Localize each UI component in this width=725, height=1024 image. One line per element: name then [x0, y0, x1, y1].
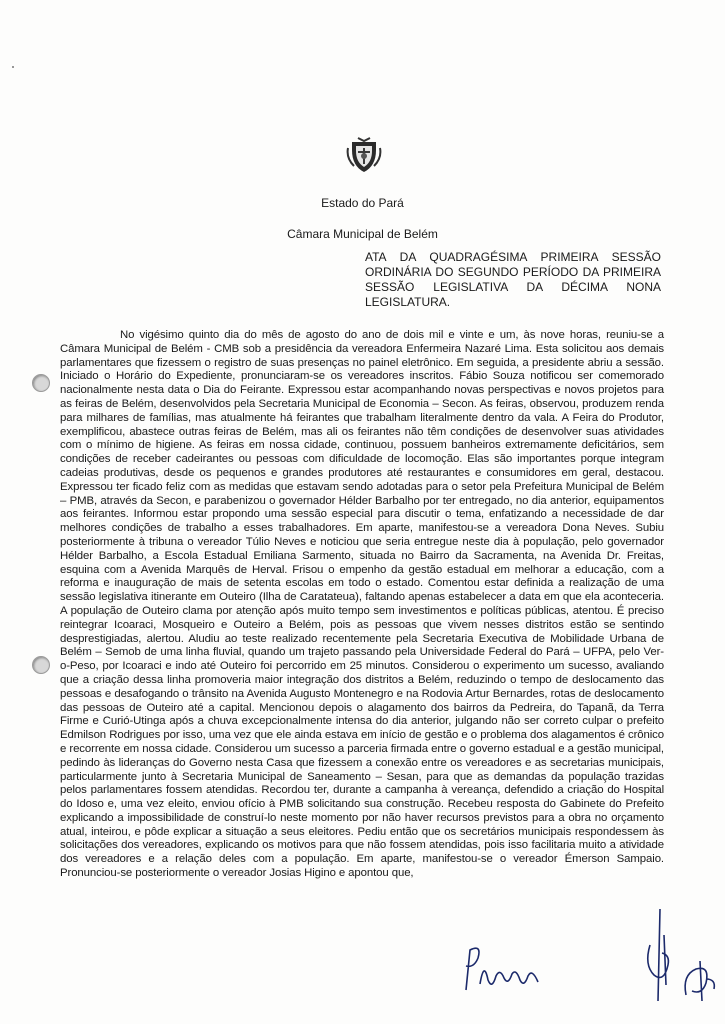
punch-hole-icon [32, 374, 50, 392]
chamber-heading: Câmara Municipal de Belém [287, 227, 438, 241]
scan-speck [12, 66, 14, 68]
minutes-body: No vigésimo quinto dia do mês de agosto do ano de dois mil e vinte e um, às nove horas, reuniu-se a Câmara Municipal de Belém - CMB sob a presidência da vereadora Enfermeira Nazaré Lima. Esta solicitou aos demais parlamentares que fizessem o registro de suas presenças no painel eletrônico. Em seguida, a presidente abriu a sessão. Iniciado o Horário do Expediente, pronunciaram-se os vereadores inscritos. Fábio Souza notificou ser comemorado nacionalmente nesta data o Dia do Feirante. Expressou estar acompanhando novas perspectivas e novos projetos para as feiras de Belém, desenvolvidos pela Secretaria Municipal de Economia – Secon. As feiras, observou, produzem renda para milhares de famílias, mas atualmente há feirantes que trabalham literalmente dentro da vala. A Feira do Produtor, exemplificou, abastece outras feiras de Belém, mas ali os feirantes não têm condições de desenvolver suas atividades com o mínimo de higiene. As feiras em nossa cidade, continuou, possuem banheiros extremamente deficitários, sem condições de receber cadeirantes ou pessoas com dificuldade de locomoção. Elas são importantes porque integram cadeias produtivas, desde os pequenos e grandes produtores até restaurantes e consumidores em geral, destacou. Expressou ter ficado feliz com as medidas que estavam sendo adotadas para o setor pela Prefeitura Municipal de Belém – PMB, através da Secon, e parabenizou o governador Hélder Barbalho por ter entregado, no dia anterior, equipamentos aos feirantes. Informou estar propondo uma sessão especial para discutir o tema, enfatizando a necessidade de dar melhores condições de trabalho a esses trabalhadores. Em aparte, manifestou-se a vereadora Dona Neves. Subiu posteriormente à tribuna o vereador Túlio Neves e noticiou que seria entregue neste dia à população, pelo governador Hélder Barbalho, a Escola Estadual Emiliana Sarmento, situada no Bairro da Sacramenta, na Avenida Dr. Freitas, esquina com a Avenida Marquês de Herval. Frisou o empenho da gestão estadual em melhorar a educação, com a reforma e inauguração de mais de setenta escolas em todo o estado. Comentou estar definida a realização de uma sessão legislativa itinerante em Outeiro (Ilha de Caratateua), faltando apenas estabelecer a data em que ela aconteceria. A população de Outeiro clama por atenção após muito tempo sem investimentos e políticas públicas, atentou. É preciso reintegrar Icoaraci, Mosqueiro e Outeiro a Belém, pois as pessoas que vivem nesses distritos estão se sentindo desprestigiadas, alertou. Aludiu ao teste realizado recentemente pela Secretaria Executiva de Mobilidade Urbana de Belém – Semob de uma linha fluvial, quando um trajeto passando pela Universidade Federal do Pará – UFPA, pelo Ver-o-Peso, por Icoaraci e indo até Outeiro foi percorrido em 25 minutos. Considerou o experimento um sucesso, avaliando que a criação dessa linha promoveria maior integração dos distritos a Belém, reduzindo o tempo de deslocamento das pessoas e desafogando o trânsito na Avenida Augusto Montenegro e na Rodovia Artur Bernardes, rotas de deslocamento das pessoas de Outeiro até a capital. Mencionou depois o alagamento dos bairros da Pedreira, do Tapanã, da Terra Firme e Curió-Utinga após a chuva excepcionalmente intensa do dia anterior, julgando não ser correto culpar o prefeito Edmilson Rodrigues por isso, uma vez que ele ainda estava em início de gestão e o problema dos alagamentos é crônico e recorrente em nossa cidade. Considerou um sucesso a parceria firmada entre o governo estadual e a gestão municipal, pedindo às lideranças do Governo nesta Casa que fizessem a conexão entre os vereadores e as secretarias municipais, particularmente junto à Secretaria Municipal de Saneamento – Sesan, para que as demandas da população trazidas pelos parlamentares fossem atendidas. Recordou ter, durante a campanha à vereança, defendido a criação do Hospital do Idoso e, uma vez eleito, enviou ofício à PMB solicitando sua construção. Recebeu resposta do Gabinete do Prefeito explicando a impossibilidade de construí-lo neste momento por não haver recursos previstos para a obra no orçamento atual, inteirou, e pôde explicar a situação a seus eleitores. Pediu então que os secretários municipais respondessem às solicitações dos vereadores, explicando os motivos para que não fossem atendidas, pois isso facilitaria muito a atividade dos vereadores e a relação deles com a população. Em aparte, manifestou-se o vereador Émerson Sampaio. Pronunciou-se posteriormente o vereador Josias Higino e apontou que, [60, 329, 664, 880]
punch-hole-icon [32, 656, 50, 674]
minutes-title: ATA DA QUADRAGÉSIMA PRIMEIRA SESSÃO ORDINÁRIA DO SEGUNDO PERÍODO DA PRIMEIRA SESSÃO LEGISLATIVA DA DÉCIMA NONA LEGISLATURA. [365, 250, 661, 309]
state-heading: Estado do Pará [321, 196, 404, 210]
handwritten-signature-icon [680, 955, 720, 1005]
handwritten-signature-icon [640, 905, 680, 1005]
coat-of-arms-icon [344, 136, 384, 176]
handwritten-signature-icon [458, 940, 548, 1000]
